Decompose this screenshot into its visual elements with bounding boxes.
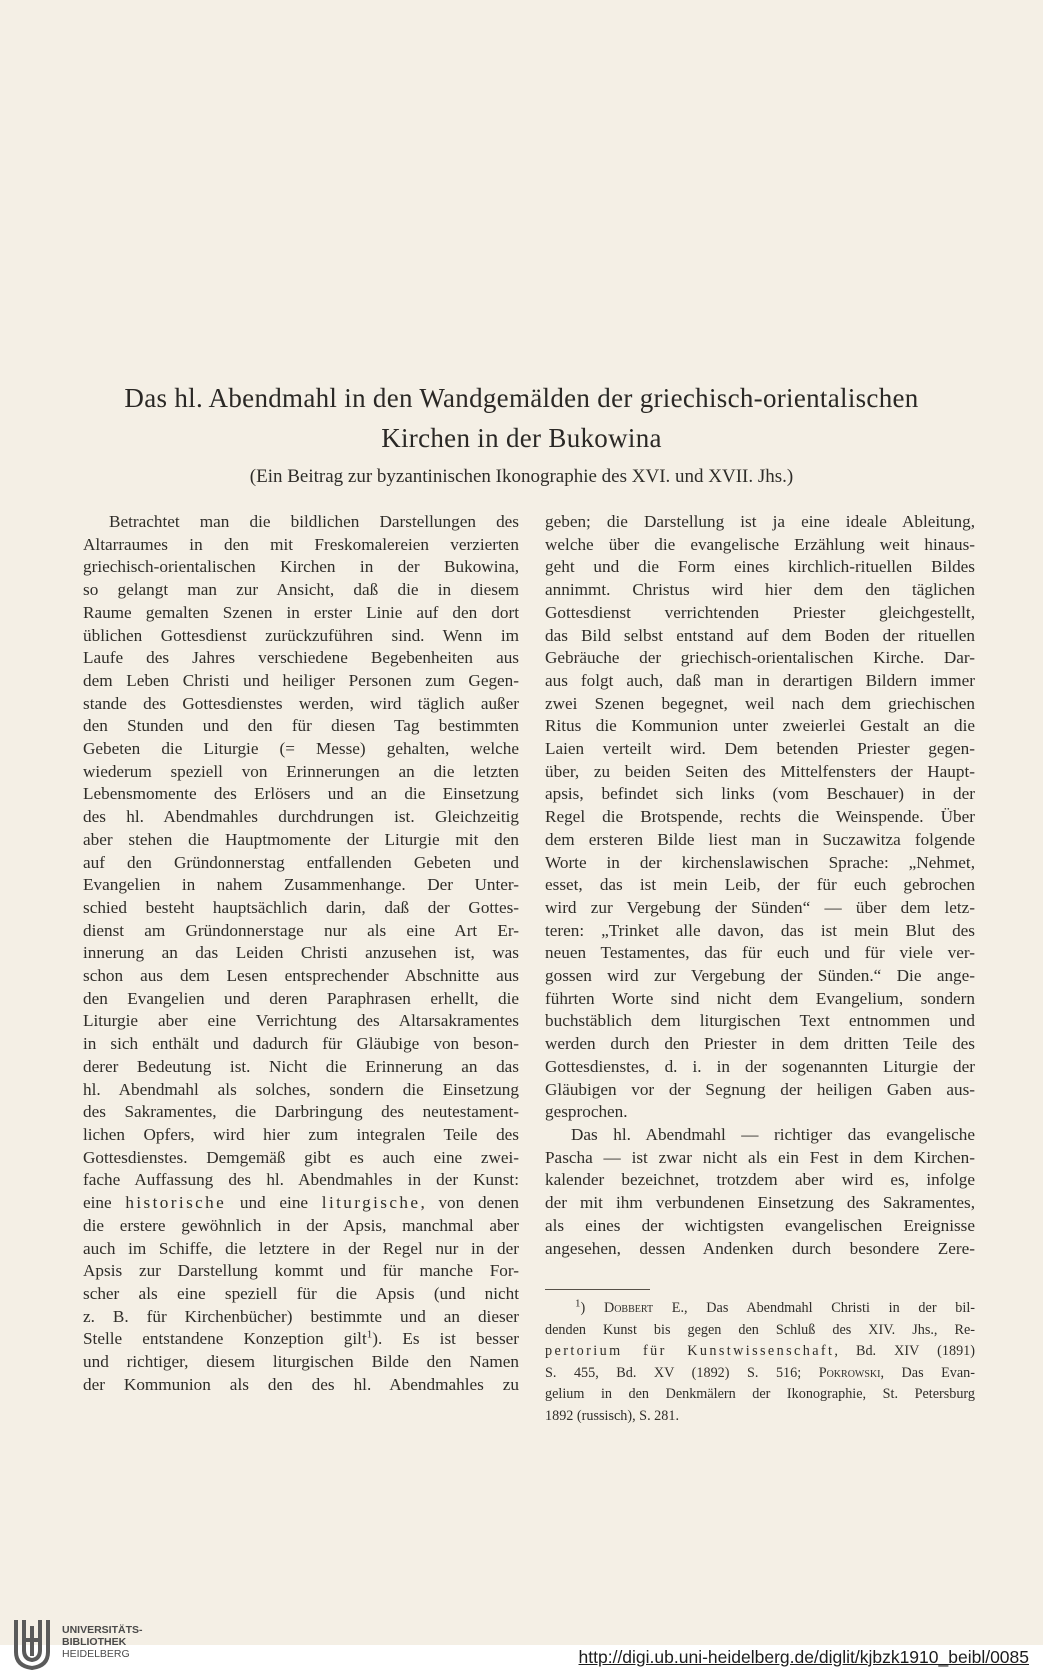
text-line: neuen Testamentes, das für euch und für viele ver- (545, 943, 975, 963)
text-line: esset, das ist mein Leib, der für euch gebrochen (545, 875, 975, 895)
text-line: die erstere gewöhnlich in der Apsis, manchmal aber (83, 1215, 519, 1235)
right-paragraph-1 (545, 511, 975, 1124)
text-line: des hl. Abendmahles durchdrungen ist. Gleichzeitig (83, 807, 519, 827)
text-line: der Kommunion als den des hl. Abendmahles zu (83, 1374, 519, 1394)
left-paragraph-2 (83, 1215, 519, 1329)
text-line: aber stehen die Hauptmomente der Liturgie mit den (83, 829, 519, 849)
footnote-line: gelium in den Denkmälern der Ikonographie, St. Petersburg (545, 1386, 975, 1402)
text-line: angesehen, dessen Andenken durch besondere Zere- (545, 1238, 975, 1258)
text-line: Laien verteilt wird. Dem betenden Priester gegen- (545, 739, 975, 759)
footnote-line: S. 455, Bd. XV (1892) S. 516; Pokrowski, Das Evan- (545, 1364, 975, 1381)
text-line: fache Auffassung des hl. Abendmahles in der Kunst: (83, 1170, 519, 1190)
text-line: und richtiger, diesem liturgischen Bilde den Namen (83, 1352, 519, 1372)
right-column (545, 511, 975, 1260)
text-line: so gelangt man zur Ansicht, daß die in diesem (83, 580, 519, 600)
university-seal-icon (10, 1612, 54, 1672)
text-line: Liturgie aber eine Verrichtung des Altarsakramentes (83, 1011, 519, 1031)
footnote (545, 1298, 975, 1427)
text-line: führten Worte sind nicht dem Evangelium, sondern (545, 988, 975, 1008)
text-line: aus folgt auch, daß man in derartigen Bildern immer (545, 670, 975, 690)
emphasis-liturgische: liturgische (321, 1193, 421, 1213)
text-line: stande des Gottesdienstes werden, wird täglich außer (83, 693, 519, 713)
text-line: Gebräuche der griechisch-orientalischen Kirche. Dar- (545, 648, 975, 668)
left-paragraph-1 (83, 511, 519, 1192)
text-line: eine historische und eine liturgische, von denen (83, 1193, 519, 1213)
footnote-line: 1892 (russisch), S. 281. (545, 1407, 679, 1424)
text-line: Das hl. Abendmahl — richtiger das evangelische (571, 1124, 975, 1144)
text-line: den Evangelien und deren Paraphrasen erhellt, die (83, 988, 519, 1008)
text-line: Regel die Brotspende, rechts die Weinspende. Über (545, 807, 975, 827)
footnote-line: denden Kunst bis gegen den Schluß des XIV. Jhs., Re- (545, 1321, 975, 1338)
text-line: teren: „Trinket alle davon, das ist mein Blut des (545, 920, 975, 940)
text-line: schon aus dem Lesen entsprechender Abschnitte aus (83, 966, 519, 986)
text-line: Pascha — ist zwar nicht als ein Fest in dem Kirchen- (545, 1147, 975, 1167)
footnote-line: pertorium für Kunstwissenschaft, Bd. XIV (1891) (545, 1343, 975, 1359)
text-line: Gebeten die Liturgie (= Messe) gehalten, welche (83, 739, 519, 759)
text-line: auch im Schiffe, die letztere in der Regel nur in der (83, 1238, 519, 1258)
text-line: wird zur Vergebung der Sünden“ — über dem letz- (545, 897, 975, 917)
text-line: wiederum speziell von Erinnerungen an die letzten (83, 761, 519, 781)
text-line: buchstäblich dem liturgischen Text entnommen und (545, 1011, 975, 1031)
text-line: Evangelien in nahem Zusammenhange. Der Unter- (83, 875, 519, 895)
text-line: innerung an das Leiden Christi anzusehen ist, was (83, 943, 519, 963)
library-logo-text (62, 1624, 143, 1660)
text-line: Laufe des Jahres verschiedene Begebenheiten aus (83, 648, 519, 668)
text-line: dienst am Gründonnerstage nur als eine Art Er- (83, 920, 519, 940)
footnote-divider (545, 1289, 650, 1290)
text-line: welche über die evangelische Erzählung weit hinaus- (545, 534, 975, 554)
text-line: der mit ihm verbundenen Einsetzung des Sakramentes, (545, 1193, 975, 1213)
text-line: üblichen Gottesdienst zurückzuführen sind. Wenn im (83, 625, 519, 645)
text-line: scher als eine speziell für die Apsis (und nicht (83, 1283, 519, 1303)
text-line: als eines der wichtigsten evangelischen Ereignisse (545, 1215, 975, 1235)
text-line: gossen wird zur Vergebung der Sünden.“ Die ange- (545, 966, 975, 986)
article-title-line-2: Kirchen in der Bukowina (381, 423, 662, 453)
footnote-author: Pokrowski (818, 1364, 881, 1381)
emphasis-historische: historische (125, 1193, 227, 1213)
footnote-line: $^1$) Dobbert E., Das Abendmahl Christi in der bil- (575, 1297, 975, 1316)
logo-line-3: HEIDELBERG (62, 1648, 130, 1660)
text-line: apsis, befindet sich links (vom Beschauer) in der (545, 784, 975, 804)
text-line: werden durch den Priester in dem dritten Teile des (545, 1034, 975, 1054)
text-line: Gläubigen vor der Segnung der heiligen Gaben aus- (545, 1079, 975, 1099)
text-line: Gottesdienstes. Demgemäß gibt es auch eine zwei- (83, 1147, 519, 1167)
text-line: dem Leben Christi und heiliger Personen zum Gegen- (83, 670, 519, 690)
text-line: Altarraumes in den mit Freskomalereien verzierten (83, 534, 519, 554)
text-line: dem ersteren Bilde liest man in Suczawitza folgende (545, 829, 975, 849)
footnote-mark: 1 (575, 1297, 581, 1310)
article-title-line-1: Das hl. Abendmahl in den Wandgemälden der griechisch-orientalischen (124, 383, 919, 413)
text-line: zwei Szenen begegnet, weil nach dem griechischen (545, 693, 975, 713)
left-column (83, 511, 519, 1396)
left-paragraph-3 (83, 1351, 519, 1396)
footnote-reference: 1 (366, 1328, 373, 1341)
text-line: über, zu beiden Seiten des Mittelfensters der Haupt- (545, 761, 975, 781)
text-line: in sich enthält und dadurch für Gläubige von beson- (83, 1034, 519, 1054)
text-line: geht und die Form eines kirchlich-rituellen Bildes (545, 557, 975, 577)
footnote-author: Dobbert (603, 1300, 654, 1316)
text-line: Raume gemalten Szenen in erster Linie auf den dort (83, 602, 519, 622)
text-line: geben; die Darstellung ist ja eine ideale Ableitung, (545, 512, 975, 531)
text-line: Ritus die Kommunion unter zweierlei Gestalt an die (545, 716, 975, 736)
source-url-link[interactable]: http://digi.ub.uni-heidelberg.de/diglit/kjbzk1910_beibl/0085 (578, 1647, 1029, 1667)
text-line: Stelle entstandene Konzeption gilt$^1$). Es ist besser (83, 1328, 519, 1349)
text-line: Gottesdienstes, d. i. in der sogenannten Liturgie der (545, 1056, 975, 1076)
right-paragraph-2 (545, 1124, 975, 1260)
article-subtitle: (Ein Beitrag zur byzantinischen Ikonographie des XVI. und XVII. Jhs.) (249, 466, 794, 487)
text-line: Apsis zur Darstellung kommt und für manche For- (83, 1261, 519, 1281)
logo-line-2: BIBLIOTHEK (62, 1636, 127, 1648)
text-line: auf den Gründonnerstag entfallenden Gebeten und (83, 852, 519, 872)
journal-title: pertorium für Kunstwissenschaft (545, 1343, 835, 1359)
text-line: annimmt. Christus wird hier dem den täglichen (545, 580, 975, 600)
logo-line-1: UNIVERSITÄTS- (62, 1624, 143, 1636)
text-line: z. B. für Kirchenbücher) bestimmte und an dieser (83, 1306, 519, 1326)
text-line: den Stunden und den für diesen Tag bestimmten (83, 716, 519, 736)
text-line: des Sakramentes, die Darbringung des neutestament- (83, 1102, 519, 1122)
text-line: kalender bezeichnet, trotzdem aber wird es, infolge (545, 1170, 975, 1190)
text-line: lichen Opfers, wird hier zum integralen Teile des (83, 1124, 519, 1144)
text-line: hl. Abendmahl als solches, sondern die Einsetzung (83, 1079, 519, 1099)
text-line: schied besteht hauptsächlich darin, daß der Gottes- (83, 897, 519, 917)
text-line: das Bild selbst entstand auf dem Boden der rituellen (545, 625, 975, 645)
text-line: Worte in der kirchenslawischen Sprache: „Nehmet, (545, 852, 975, 872)
text-line: griechisch-orientalischen Kirchen in der Bukowina, (83, 557, 519, 577)
text-line: Betrachtet man die bildlichen Darstellungen des (109, 512, 519, 531)
text-line: gesprochen. (545, 1102, 628, 1122)
text-line: Lebensmomente des Erlösers und an die Einsetzung (83, 784, 519, 804)
text-line: Gottesdienst verrichtenden Priester gleichgestellt, (545, 602, 975, 622)
text-line: derer Bedeutung ist. Nicht die Erinnerung an das (83, 1056, 519, 1076)
